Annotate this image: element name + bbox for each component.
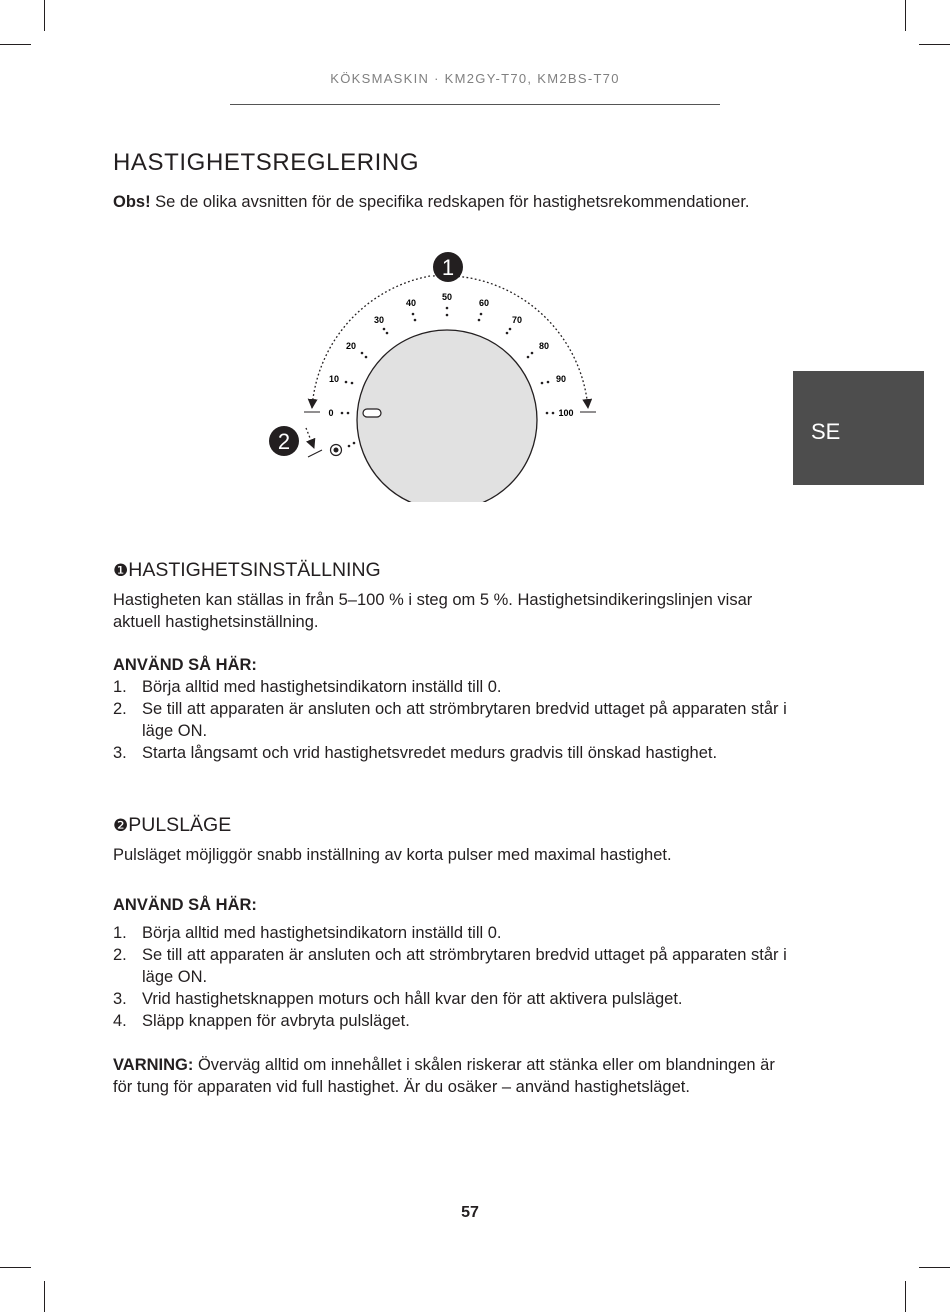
speed-dot	[480, 313, 483, 316]
speed-tick-0	[328, 408, 349, 418]
section-heading	[113, 558, 793, 583]
speed-label: 60	[478, 298, 490, 308]
speed-dial-diagram	[262, 250, 602, 502]
speed-dot	[446, 314, 449, 317]
list-item	[113, 742, 793, 764]
speed-dot	[506, 332, 509, 335]
speed-label: 40	[405, 298, 417, 308]
speed-tick-70	[506, 315, 522, 334]
warning-label: VARNING:	[113, 1056, 194, 1074]
speed-label: 20	[345, 341, 357, 351]
speed-dot	[347, 412, 350, 415]
section-pulse-mode	[113, 813, 793, 1032]
crop-mark	[44, 0, 45, 31]
crop-mark	[905, 0, 906, 31]
section-heading	[113, 813, 793, 838]
note-paragraph	[113, 191, 793, 213]
list-number: 4.	[113, 1012, 127, 1030]
speed-dot	[345, 381, 348, 384]
list-item	[113, 1010, 793, 1032]
speed-dot	[361, 352, 364, 355]
list-item	[113, 988, 793, 1010]
speed-indicator-line	[363, 409, 381, 417]
speed-dot	[414, 319, 417, 322]
crop-mark	[919, 1267, 950, 1268]
list-text: Börja alltid med hastighetsindikatorn inställd till 0.	[142, 678, 502, 696]
speed-dot	[478, 319, 481, 322]
speed-dot	[527, 356, 530, 359]
list-text: Se till att apparaten är ansluten och att strömbrytaren bredvid uttaget på apparaten står i läge ON.	[142, 946, 787, 986]
list-text: Släpp knappen för avbryta pulsläget.	[142, 1012, 410, 1030]
speed-tick-40	[406, 298, 416, 321]
crop-mark	[0, 1267, 31, 1268]
list-number: 3.	[113, 744, 127, 762]
list-item	[113, 698, 793, 742]
list-number: 2.	[113, 946, 127, 964]
speed-tick-100	[546, 408, 574, 418]
list-item	[113, 922, 793, 944]
list-item	[113, 676, 793, 698]
page-number: 57	[461, 1204, 479, 1221]
howto-heading: ANVÄND SÅ HÄR:	[113, 896, 257, 914]
speed-label: 80	[538, 341, 550, 351]
crop-mark	[44, 1281, 45, 1312]
speed-label: 70	[511, 315, 523, 325]
speed-label: 30	[373, 315, 385, 325]
warning-text: Överväg alltid om innehållet i skålen riskerar att stänka eller om blandningen är för tung för apparaten vid full hastighet. Är du osäker – använd hastighetsläget.	[113, 1056, 775, 1096]
main-heading-block	[113, 149, 793, 213]
speed-tick-30	[374, 315, 388, 334]
speed-dot	[446, 307, 449, 310]
speed-dot	[552, 412, 555, 415]
language-tab	[793, 371, 924, 485]
section-intro: Hastigheten kan ställas in från 5–100 % i steg om 5 %. Hastighetsindikeringslinjen visar aktuell hastighetsinställning.	[113, 591, 753, 631]
page-title: HASTIGHETSREGLERING	[113, 149, 420, 176]
speed-dot	[341, 412, 344, 415]
speed-tick-10	[329, 374, 353, 384]
section-marker: ❷	[113, 816, 129, 835]
speed-dot	[541, 382, 544, 385]
speed-dot	[531, 352, 534, 355]
list-number: 3.	[113, 990, 127, 1008]
crop-mark	[905, 1281, 906, 1312]
marker-2-number: 2	[277, 429, 291, 454]
language-tab-label: SE	[811, 419, 841, 444]
marker-1-badge	[433, 252, 463, 282]
speed-dot	[547, 381, 550, 384]
warning-paragraph	[113, 1054, 793, 1098]
marker-2-badge	[269, 426, 299, 456]
section-speed-setting	[113, 558, 793, 764]
section-intro: Pulsläget möjliggör snabb inställning av korta pulser med maximal hastighet.	[113, 846, 672, 864]
speed-label: 0	[328, 408, 334, 418]
speed-label: 10	[328, 374, 340, 384]
crop-mark	[0, 44, 31, 45]
note-text: Se de olika avsnitten för de specifika redskapen för hastighetsrekommendationer.	[150, 193, 750, 211]
list-text: Vrid hastighetsknappen moturs och håll kvar den för att aktivera pulsläget.	[142, 990, 683, 1008]
speed-dot	[365, 356, 368, 359]
speed-knob	[357, 330, 537, 502]
speed-tick-60	[478, 298, 489, 321]
speed-dot	[383, 328, 386, 331]
pulse-arrow	[306, 428, 314, 448]
warning-block	[113, 1054, 793, 1098]
list-text: Se till att apparaten är ansluten och att strömbrytaren bredvid uttaget på apparaten står i läge ON.	[142, 700, 787, 740]
howto-heading: ANVÄND SÅ HÄR:	[113, 656, 257, 674]
section-title: HASTIGHETSINSTÄLLNING	[128, 559, 381, 581]
list-number: 1.	[113, 924, 127, 942]
marker-1-number: 1	[441, 255, 455, 280]
speed-label: 100	[558, 408, 574, 418]
list-text: Starta långsamt och vrid hastighetsvredet medurs gradvis till önskad hastighet.	[142, 744, 718, 762]
speed-tick-20	[346, 341, 367, 358]
running-header: KÖKSMASKIN · KM2GY-T70, KM2BS-T70	[330, 71, 620, 86]
speed-dot	[509, 328, 512, 331]
pulse-dot	[348, 445, 351, 448]
pulse-dot	[353, 442, 356, 445]
speed-dot	[546, 412, 549, 415]
instruction-list	[113, 922, 793, 1032]
list-item	[113, 944, 793, 988]
speed-tick-80	[527, 341, 549, 358]
pulse-symbol	[331, 445, 342, 456]
speed-tick-50	[442, 292, 452, 316]
speed-dot	[351, 382, 354, 385]
arrow-end-tick	[308, 450, 322, 457]
header-divider	[230, 104, 720, 105]
list-text: Börja alltid med hastighetsindikatorn inställd till 0.	[142, 924, 502, 942]
speed-tick-90	[541, 374, 566, 384]
speed-label: 50	[441, 292, 453, 302]
list-number: 2.	[113, 700, 127, 718]
instruction-list	[113, 676, 793, 764]
list-number: 1.	[113, 678, 127, 696]
speed-dot	[386, 332, 389, 335]
speed-dot	[412, 313, 415, 316]
note-label: Obs!	[113, 193, 151, 211]
speed-label: 90	[555, 374, 567, 384]
crop-mark	[919, 44, 950, 45]
section-title: PULSLÄGE	[128, 814, 232, 836]
section-marker: ❶	[113, 561, 129, 580]
